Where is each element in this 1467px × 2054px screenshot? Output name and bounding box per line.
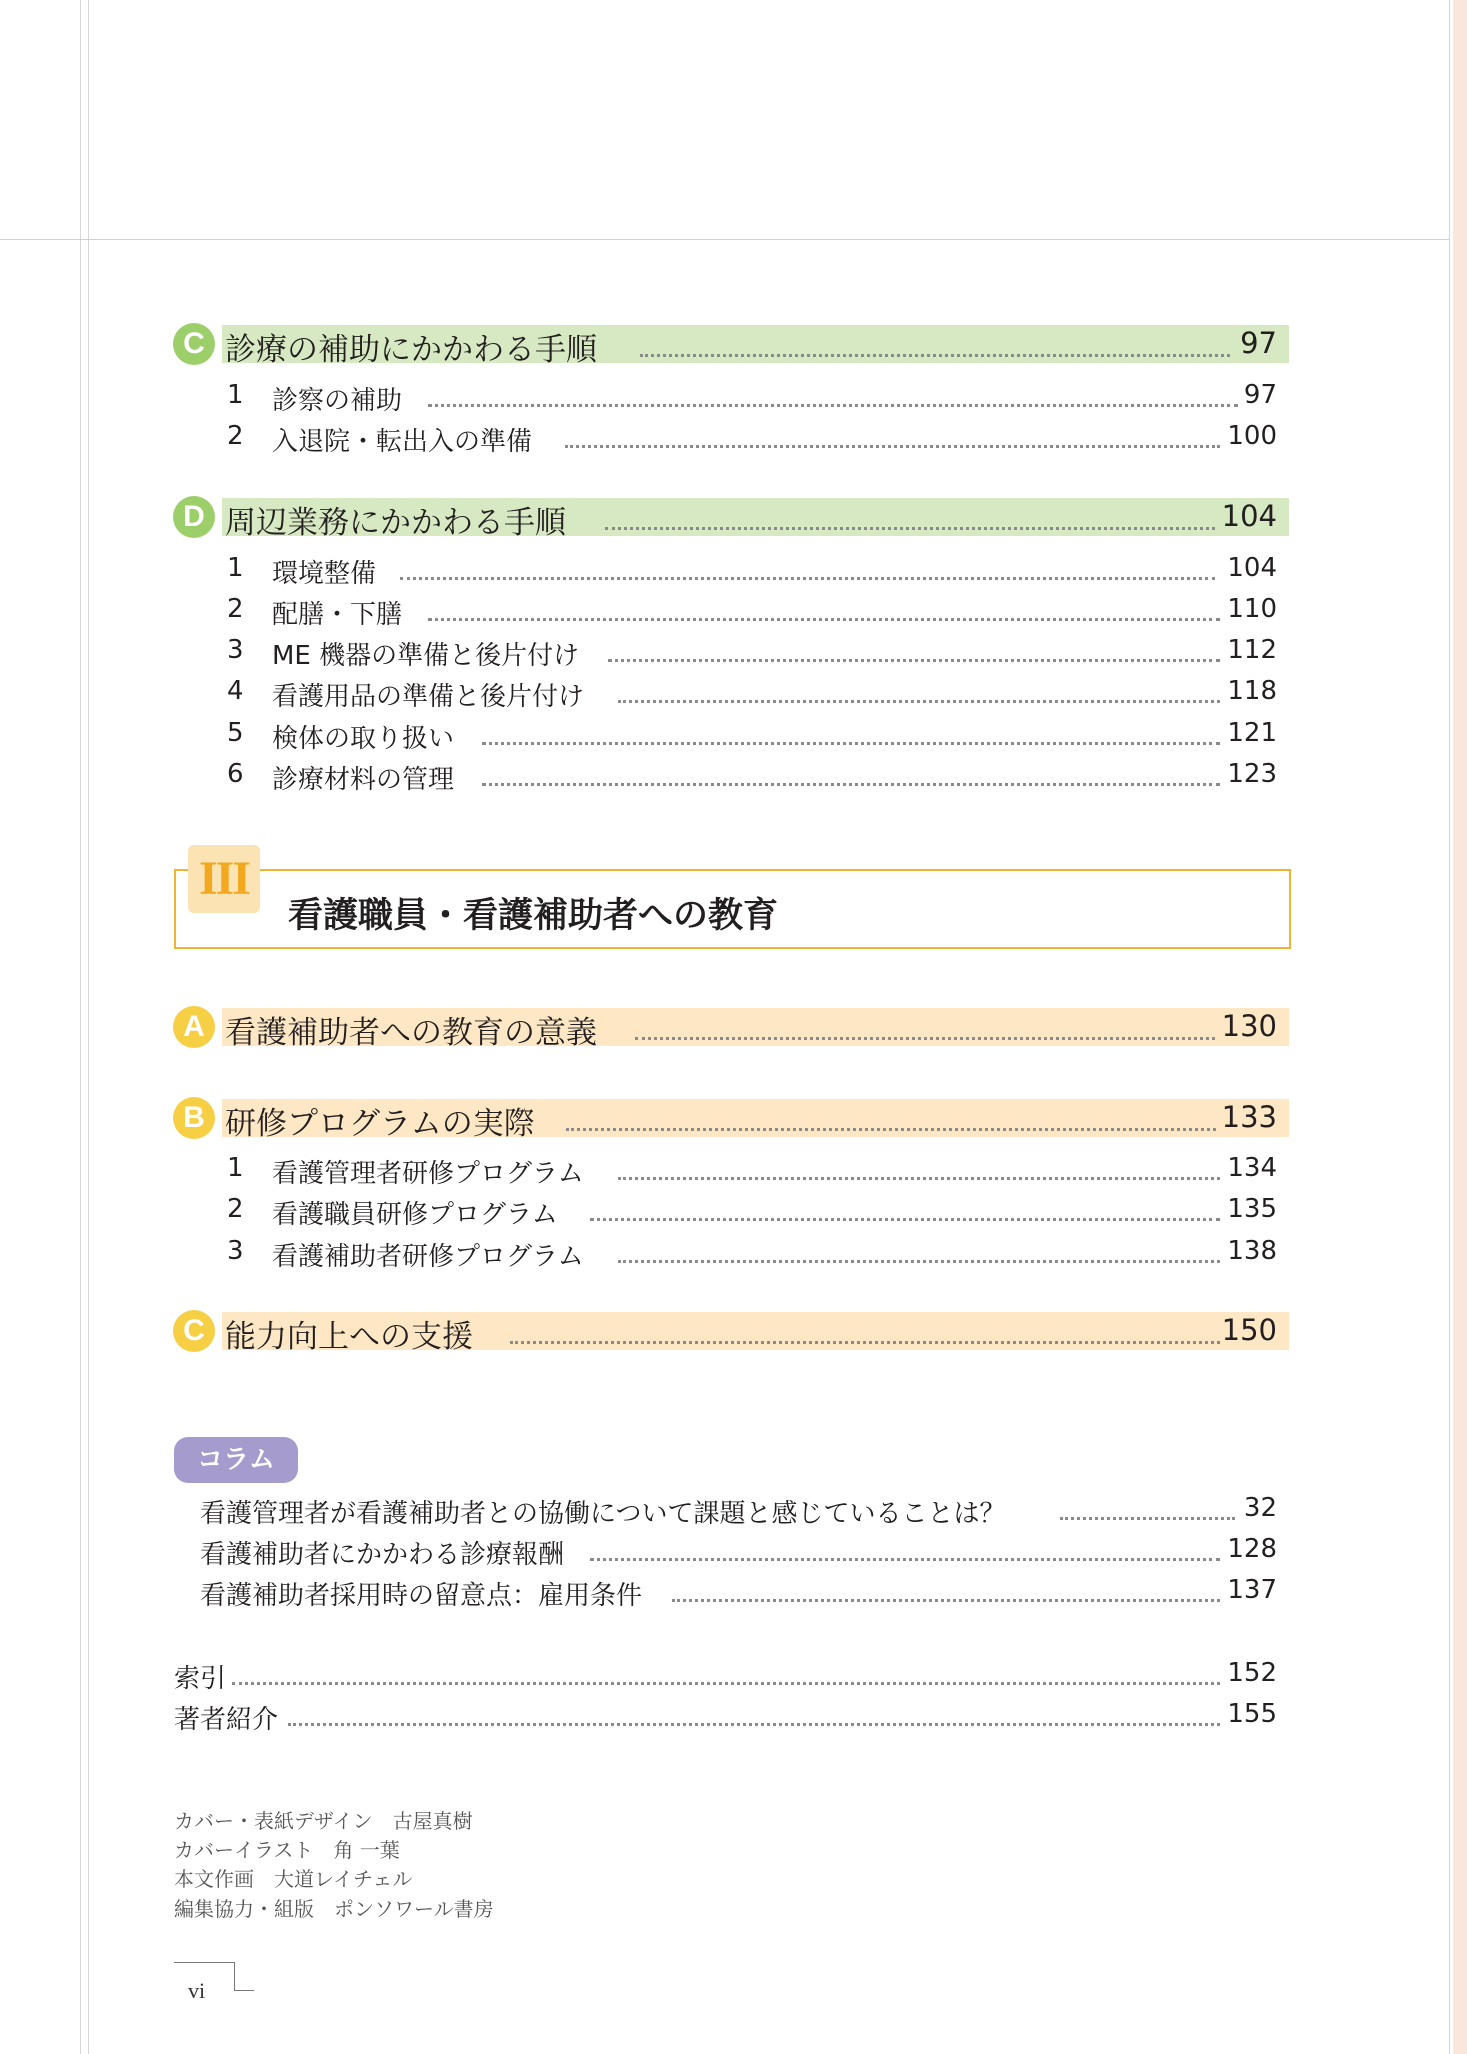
- toc-item-page: 97: [1243, 380, 1277, 410]
- toc-item-title: 環境整備: [272, 559, 377, 589]
- column-item-page: 32: [1243, 1493, 1277, 1523]
- toc-item-title: 看護補助者研修プログラム: [272, 1242, 584, 1272]
- toc-item-number: 2: [227, 594, 244, 624]
- leader-dots: [618, 700, 1220, 703]
- section-a-title: 看護補助者への教育の意義: [225, 1015, 597, 1051]
- margin-line-left: [80, 0, 81, 2054]
- leader-dots: [565, 445, 1220, 448]
- leader-dots: [608, 659, 1220, 662]
- toc-item-title: 診療材料の管理: [272, 765, 455, 795]
- toc-item-number: 2: [227, 1194, 244, 1224]
- leader-dots: [635, 1037, 1215, 1040]
- column-item-page: 137: [1227, 1575, 1277, 1605]
- column-label: コラム: [174, 1437, 298, 1483]
- toc-item-number: 4: [227, 676, 244, 706]
- leader-dots: [510, 1341, 1220, 1344]
- column-item-title: 看護補助者採用時の留意点：雇用条件: [200, 1581, 643, 1611]
- leader-dots: [618, 1260, 1220, 1263]
- toc-item-number: 3: [227, 635, 244, 665]
- part-title[interactable]: 看護職員・看護補助者への教育: [288, 896, 779, 936]
- toc-item-number: 2: [227, 421, 244, 451]
- section-c3-title: 能力向上への支援: [225, 1319, 473, 1355]
- leader-dots: [566, 1128, 1216, 1131]
- section-a-badge: A: [173, 1006, 215, 1048]
- section-c-badge: C: [173, 323, 215, 365]
- leader-dots: [672, 1599, 1220, 1602]
- toc-item-page: 100: [1227, 421, 1277, 451]
- credit-line: 編集協力・組版 ポンソワール書房: [174, 1897, 494, 1921]
- toc-item-number: 3: [227, 1236, 244, 1266]
- leader-dots: [605, 527, 1215, 530]
- authors-page: 155: [1227, 1699, 1277, 1729]
- toc-item-title: 検体の取り扱い: [272, 724, 455, 754]
- folio-tick: [234, 1990, 254, 1991]
- toc-item-page: 134: [1227, 1153, 1277, 1183]
- credit-line: 本文作画 大道レイチェル: [174, 1867, 413, 1891]
- toc-item-title: 看護職員研修プログラム: [272, 1200, 558, 1230]
- page-edge-strip: [1453, 0, 1467, 2054]
- page-number: vi: [188, 1978, 206, 2003]
- section-c-title: 診療の補助にかかわる手順: [225, 332, 597, 368]
- toc-item-page: 112: [1227, 635, 1277, 665]
- leader-dots: [400, 577, 1215, 580]
- toc-item-title: 診察の補助: [272, 386, 403, 416]
- leader-dots: [640, 354, 1230, 357]
- toc-item-page: 135: [1227, 1194, 1277, 1224]
- credit-line: カバー・表紙デザイン 古屋真樹: [174, 1809, 473, 1833]
- leader-dots: [482, 742, 1220, 745]
- toc-item-title: 看護管理者研修プログラム: [272, 1159, 584, 1189]
- toc-item-number: 6: [227, 759, 244, 789]
- section-b-badge: B: [173, 1097, 215, 1139]
- authors-title: 著者紹介: [174, 1705, 279, 1735]
- toc-item-page: 121: [1227, 718, 1277, 748]
- credit-line: カバーイラスト 角 一葉: [174, 1838, 400, 1862]
- leader-dots: [590, 1218, 1220, 1221]
- section-b-page: 133: [1221, 1100, 1277, 1134]
- toc-item-title: ME 機器の準備と後片付け: [272, 641, 580, 671]
- toc-item-page: 104: [1227, 553, 1277, 583]
- margin-line-right: [1449, 0, 1450, 2054]
- toc-item-title: 配膳・下膳: [272, 600, 403, 630]
- toc-item-page: 118: [1227, 676, 1277, 706]
- section-d-page: 104: [1221, 499, 1277, 533]
- leader-dots: [428, 618, 1220, 621]
- toc-item-number: 1: [227, 380, 244, 410]
- column-item-title: 看護補助者にかかわる診療報酬: [200, 1540, 565, 1570]
- section-c-page: 97: [1240, 326, 1277, 360]
- margin-line-left-2: [88, 0, 89, 2054]
- section-d-title: 周辺業務にかかわる手順: [225, 505, 566, 541]
- toc-item-number: 1: [227, 1153, 244, 1183]
- section-c3-badge: C: [173, 1310, 215, 1352]
- leader-dots: [618, 1177, 1220, 1180]
- column-item-page: 128: [1227, 1534, 1277, 1564]
- toc-item-page: 138: [1227, 1236, 1277, 1266]
- header-rule: [0, 239, 1449, 240]
- index-title: 索引: [174, 1664, 227, 1694]
- part-numeral-badge: III: [188, 845, 260, 913]
- toc-item-page: 123: [1227, 759, 1277, 789]
- toc-item-number: 5: [227, 718, 244, 748]
- section-c3-page: 150: [1221, 1313, 1277, 1347]
- section-a-page: 130: [1221, 1009, 1277, 1043]
- section-b-title: 研修プログラムの実際: [225, 1106, 535, 1142]
- index-page: 152: [1227, 1658, 1277, 1688]
- section-d-badge: D: [173, 496, 215, 538]
- leader-dots: [590, 1558, 1220, 1561]
- toc-item-title: 入退院・転出入の準備: [272, 427, 533, 457]
- leader-dots: [428, 404, 1238, 407]
- column-item-title: 看護管理者が看護補助者との協働について課題と感じていることは？: [200, 1499, 1006, 1529]
- leader-dots: [1060, 1517, 1235, 1520]
- toc-item-page: 110: [1227, 594, 1277, 624]
- toc-item-title: 看護用品の準備と後片付け: [272, 682, 585, 712]
- leader-dots: [232, 1682, 1220, 1685]
- leader-dots: [288, 1723, 1220, 1726]
- leader-dots: [482, 783, 1220, 786]
- toc-item-number: 1: [227, 553, 244, 583]
